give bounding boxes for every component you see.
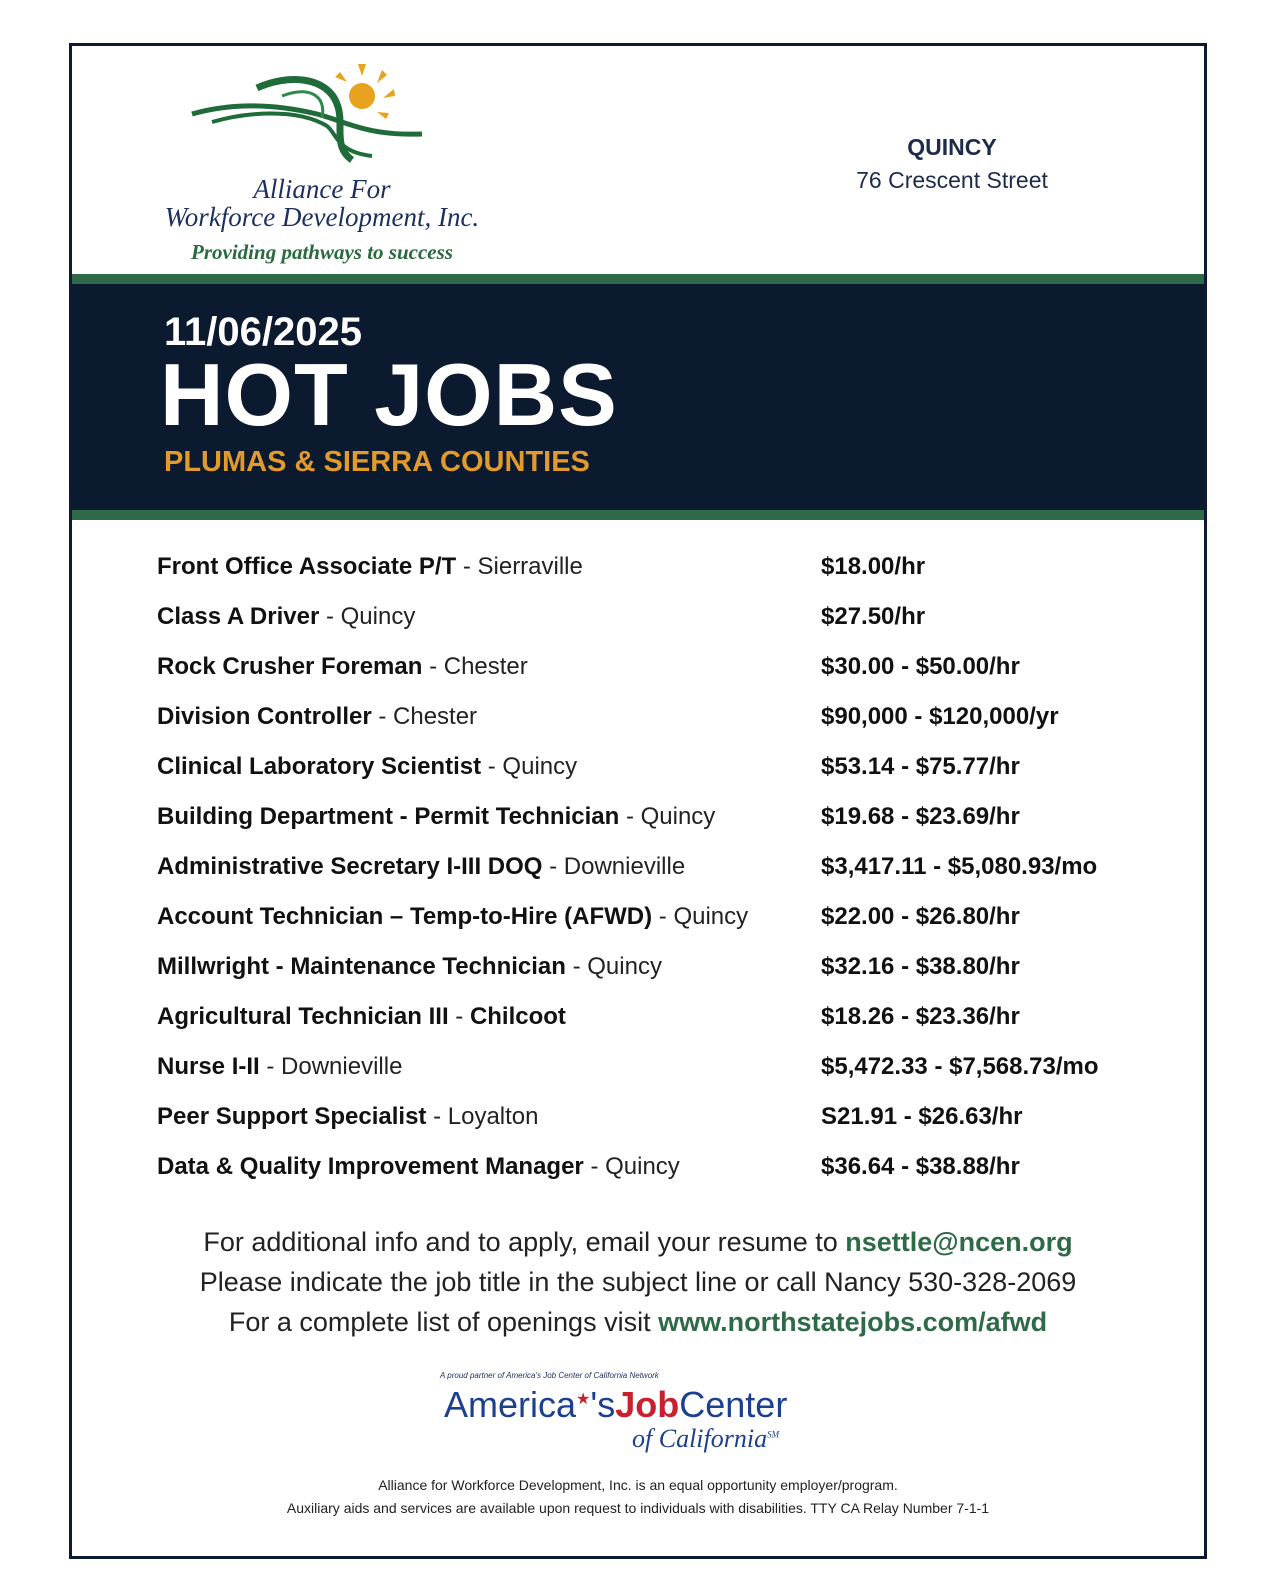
banner-title: HOT JOBS <box>160 345 618 444</box>
job-row: Data & Quality Improvement Manager - Quincy $36.64 - $38.88/hr <box>157 1153 1020 1180</box>
hot-jobs-banner <box>72 274 1204 520</box>
job-row: Building Department - Permit Technician - Quincy $19.68 - $23.69/hr <box>157 803 1020 830</box>
job-row: Front Office Associate P/T - Sierraville $18.00/hr <box>157 553 926 580</box>
banner-subtitle: PLUMAS & SIERRA COUNTIES <box>164 446 590 478</box>
job-pay: $19.68 - $23.69/hr <box>821 803 1020 830</box>
sunrise-hills-icon <box>187 56 447 171</box>
job-title: Peer Support Specialist <box>157 1103 427 1130</box>
job-pay: $90,000 - $120,000/yr <box>821 703 1059 730</box>
job-title: Clinical Laboratory Scientist <box>157 753 482 780</box>
footer-disclaimer <box>72 1474 1204 1520</box>
website-link[interactable]: www.northstatejobs.com/afwd <box>658 1307 1048 1337</box>
job-title: Data & Quality Improvement Manager <box>157 1153 584 1180</box>
job-pay: $18.00/hr <box>821 553 926 580</box>
job-title: Class A Driver <box>157 603 320 630</box>
job-title: Building Department - Permit Technician <box>157 803 620 830</box>
job-row: Clinical Laboratory Scientist - Quincy $53.14 - $75.77/hr <box>157 753 1020 780</box>
partner-tagline: A proud partner of America's Job Center of California Network <box>440 1371 659 1380</box>
job-location: Loyalton <box>447 1103 539 1130</box>
job-title: Millwright - Maintenance Technician <box>157 953 566 980</box>
partner-subname: of California℠ <box>632 1424 780 1453</box>
job-pay: $30.00 - $50.00/hr <box>821 653 1020 680</box>
job-title: Division Controller <box>157 703 372 730</box>
job-location: Downieville <box>563 853 686 880</box>
logo-tagline: Providing pathways to success <box>191 240 453 264</box>
footer-line-1: Alliance for Workforce Development, Inc. is an equal opportunity employer/program. <box>378 1477 898 1493</box>
email-link[interactable]: nsettle@ncen.org <box>845 1227 1073 1257</box>
contact-line-1: For additional info and to apply, email your resume to nsettle@ncen.org <box>203 1227 1073 1257</box>
job-row: Administrative Secretary I-III DOQ - Downieville $3,417.11 - $5,080.93/mo <box>157 853 1098 880</box>
job-location: Chilcoot <box>469 1003 566 1030</box>
job-pay: $27.50/hr <box>821 603 926 630</box>
job-pay: $32.16 - $38.80/hr <box>821 953 1020 980</box>
job-row: Millwright - Maintenance Technician - Quincy $32.16 - $38.80/hr <box>157 953 1020 980</box>
contact-line-2: Please indicate the job title in the subject line or call Nancy 530-328-2069 <box>199 1267 1077 1297</box>
job-list <box>157 553 1157 1203</box>
star-icon: ★ <box>576 1391 591 1408</box>
afwd-logo <box>157 56 487 266</box>
job-pay: $18.26 - $23.36/hr <box>821 1003 1020 1030</box>
job-location: Quincy <box>502 753 578 780</box>
job-title: Nurse I-II <box>157 1053 260 1080</box>
flyer-frame <box>69 43 1207 1559</box>
job-row: Class A Driver - Quincy $27.50/hr <box>157 603 926 630</box>
partner-name: America★'sJobCenter <box>444 1384 788 1425</box>
job-location: Quincy <box>640 803 716 830</box>
contact-line-3: For a complete list of openings visit www.northstatejobs.com/afwd <box>228 1307 1048 1337</box>
job-pay: $3,417.11 - $5,080.93/mo <box>821 853 1098 880</box>
logo-name-line2: Workforce Development, Inc. <box>164 202 480 232</box>
contact-info <box>72 1222 1204 1342</box>
job-title: Administrative Secretary I-III DOQ <box>157 853 543 880</box>
job-title: Agricultural Technician III <box>157 1003 449 1030</box>
job-location: Quincy <box>587 953 662 980</box>
job-title: Rock Crusher Foreman <box>157 653 423 680</box>
job-row: Nurse I-II - Downieville $5,472.33 - $7,568.73/mo <box>157 1053 1099 1080</box>
footer-line-2: Auxiliary aids and services are available upon request to individuals with disabilities. TTY CA Relay Number 7-1-1 <box>286 1500 990 1516</box>
job-location: Chester <box>443 653 528 680</box>
americas-job-center-logo <box>422 1366 822 1466</box>
job-title: Account Technician – Temp-to-Hire (AFWD) <box>157 903 653 930</box>
job-location: Downieville <box>281 1053 403 1080</box>
job-location: Quincy <box>673 903 749 930</box>
job-row: Agricultural Technician III - Chilcoot $18.26 - $23.36/hr <box>157 1003 1020 1030</box>
job-location: Chester <box>393 703 478 730</box>
job-location: Quincy <box>605 1153 680 1180</box>
banner-date: 11/06/2025 <box>164 310 362 354</box>
office-address-block <box>817 134 1087 194</box>
job-location: Sierraville <box>477 553 583 580</box>
job-location: Quincy <box>340 603 416 630</box>
logo-name-line1: Alliance For <box>253 174 391 204</box>
job-pay: S21.91 - $26.63/hr <box>821 1103 1023 1130</box>
job-row: Peer Support Specialist - Loyalton S21.91 - $26.63/hr <box>157 1103 1023 1130</box>
job-row: Division Controller - Chester $90,000 - $120,000/yr <box>157 703 1059 730</box>
job-row: Rock Crusher Foreman - Chester $30.00 - $50.00/hr <box>157 653 1020 680</box>
job-row: Account Technician – Temp-to-Hire (AFWD) - Quincy $22.00 - $26.80/hr <box>157 903 1020 930</box>
job-pay: $36.64 - $38.88/hr <box>821 1153 1020 1180</box>
office-city: QUINCY <box>907 134 997 160</box>
job-pay: $53.14 - $75.77/hr <box>821 753 1020 780</box>
job-pay: $22.00 - $26.80/hr <box>821 903 1020 930</box>
job-title: Front Office Associate P/T <box>157 553 457 580</box>
office-address: 76 Crescent Street <box>856 167 1048 193</box>
job-pay: $5,472.33 - $7,568.73/mo <box>821 1053 1099 1080</box>
